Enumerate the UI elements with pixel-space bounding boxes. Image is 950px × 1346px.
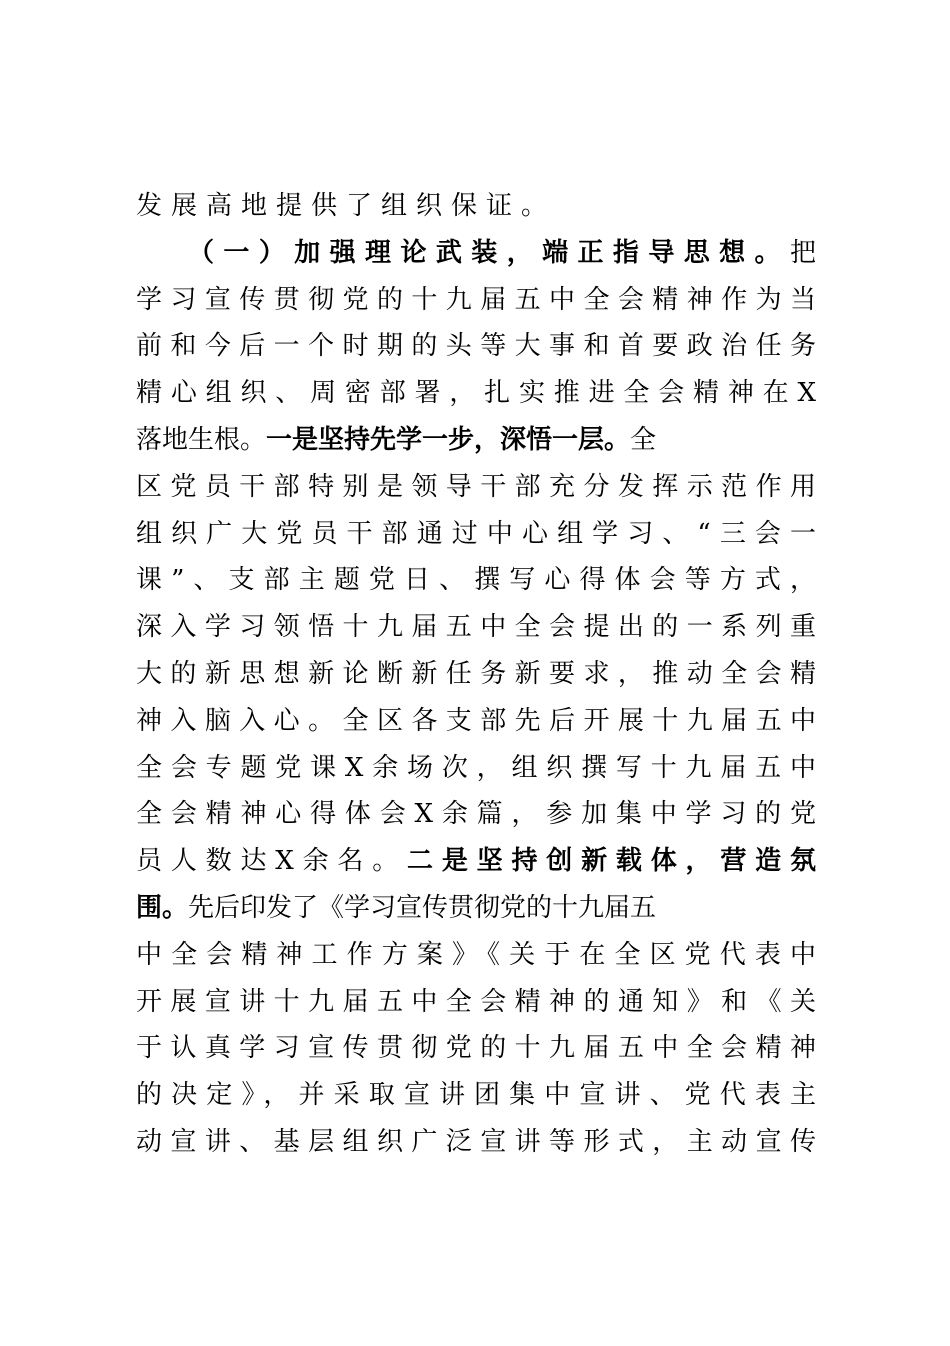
text-line [136, 370, 816, 417]
text-line [136, 183, 816, 230]
text-run: 落地生根。 [136, 424, 267, 455]
text-run: 于认真学习宣传贯彻党的十九届五中全会精神 [136, 1033, 816, 1064]
text-line [136, 932, 816, 979]
text-line [136, 464, 816, 511]
text-line [136, 323, 816, 370]
text-line [136, 745, 816, 792]
text-run: 先后印发了《学习宣传贯彻党的十九届五 [188, 892, 657, 923]
text-line [136, 651, 816, 698]
text-run: 开展宣讲十九届五中全会精神的通知》和《关 [136, 986, 816, 1017]
text-run: 课”、支部主题党日、撰写心得体会等方式， [136, 565, 816, 596]
bold-text-run: 二是坚持创新载体，营造氛 [407, 846, 816, 877]
text-run: 发展高地提供了组织保证。 [136, 191, 557, 221]
text-run: 动宣讲、基层组织广泛宣讲等形式，主动宣传 [136, 1126, 816, 1157]
text-run: 全 [630, 424, 657, 455]
text-line [136, 791, 816, 838]
text-line [136, 1072, 816, 1119]
text-line [136, 838, 816, 885]
text-run: 全会专题党课X余场次，组织撰写十九届五中 [136, 752, 816, 783]
text-run: 神入脑入心。全区各支部先后开展十九届五中 [136, 705, 816, 736]
text-line [136, 557, 816, 604]
text-run: 前和今后一个时期的头等大事和首要政治任务 [136, 331, 816, 362]
bold-text-run: （一）加强理论武装，端正指导思想。 [188, 237, 790, 268]
bold-text-run: 一是坚持先学一步，深悟一层。 [266, 424, 631, 455]
text-run: 中全会精神工作方案》《关于在全区党代表中 [136, 939, 816, 970]
bold-text-run: 围。 [136, 892, 189, 923]
document-body [136, 183, 816, 1166]
text-line [136, 604, 816, 651]
text-run: 深入学习领悟十九届五中全会提出的一系列重 [136, 612, 816, 643]
text-run: 把 [789, 237, 816, 268]
text-run: 全会精神心得体会X余篇，参加集中学习的党 [136, 799, 816, 830]
text-line [136, 417, 816, 464]
text-line [136, 1119, 816, 1166]
text-run: 的决定》，并采取宣讲团集中宣讲、党代表主 [136, 1080, 816, 1111]
text-run: 员人数达X余名。 [136, 846, 408, 877]
text-run: 大的新思想新论断新任务新要求，推动全会精 [136, 658, 816, 689]
text-line [136, 1025, 816, 1072]
text-line [136, 230, 816, 277]
text-line [136, 277, 816, 324]
text-line [136, 885, 816, 932]
text-line [136, 979, 816, 1026]
text-line [136, 511, 816, 558]
text-run: 学习宣传贯彻党的十九届五中全会精神作为当 [136, 284, 816, 315]
text-line [136, 698, 816, 745]
text-run: 组织广大党员干部通过中心组学习、“三会一 [136, 518, 816, 549]
text-run: 精心组织、周密部署，扎实推进全会精神在X [136, 378, 816, 409]
text-run: 区党员干部特别是领导干部充分发挥示范作用 [136, 471, 816, 502]
